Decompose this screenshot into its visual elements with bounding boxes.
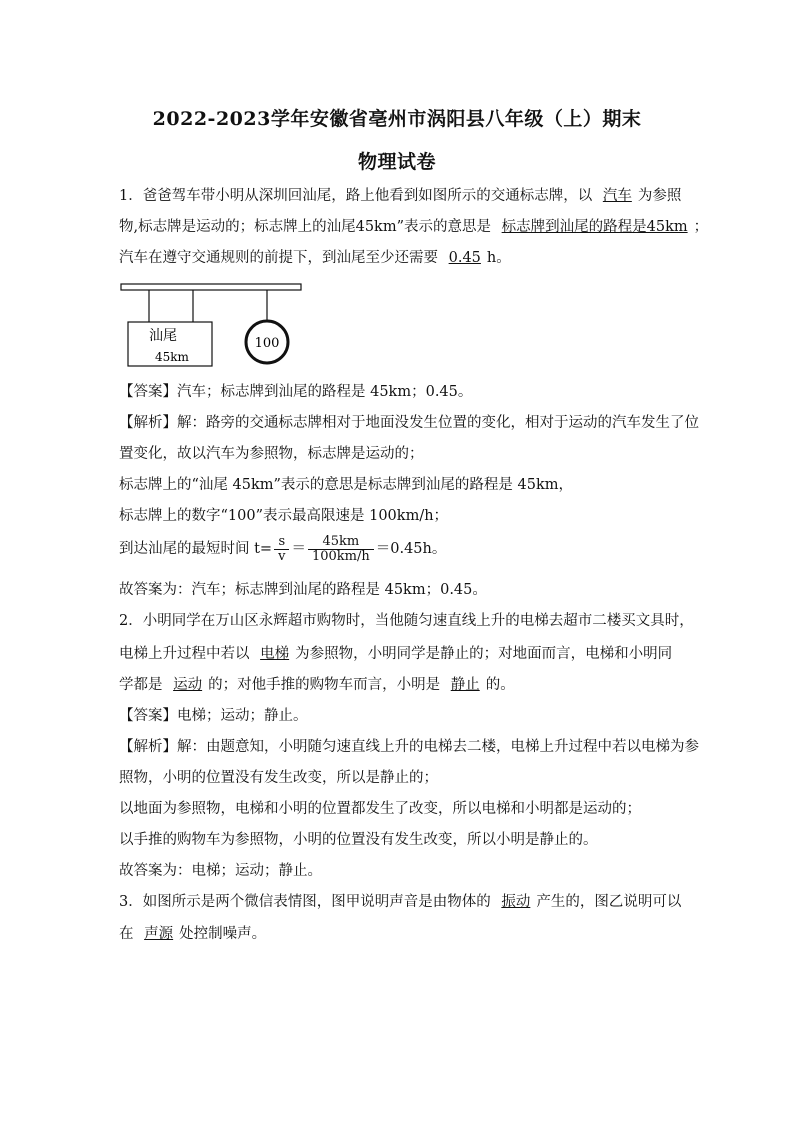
q2-blank1: 电梯 [260, 646, 290, 662]
q2-stem-line1: 2．小明同学在万山区永辉超市购物时，当他随匀速直线上升的电梯去超市二楼买文具时， [119, 613, 694, 629]
q3-stem-line1: 3．如图所示是两个微信表情图，图甲说明声音是由物体的 振动 产生的，图乙说明可以 [119, 894, 682, 910]
q2-answer: 【答案】电梯；运动；静止。 [119, 708, 308, 724]
q1-stem-line3: 汽车在遵守交通规则的前提下，到汕尾至少还需要 0.45 h。 [119, 250, 511, 266]
q1-analysis-line1: 【解析】解：路旁的交通标志牌相对于地面没发生位置的变化，相对于运动的汽车发生了位 [119, 415, 699, 431]
q3-blank1: 振动 [501, 894, 531, 910]
exam-title: 2022-2023学年安徽省亳州市涡阳县八年级（上）期末 [152, 108, 642, 130]
sign-place-text: 汕尾 [149, 328, 177, 344]
q1-formula: 到达汕尾的最短时间 t= $\frac{s}{v}$ ＝ $\frac{45km}{100km/h}$ ＝0.45h。 [119, 533, 447, 564]
q1-analysis-line4: 标志牌上的数字“100”表示最高限速是 100km/h； [119, 508, 449, 524]
sign-pole-bar [121, 284, 301, 290]
q1-stem-line2: 物,标志牌是运动的；标志牌上的汕尾45km”表示的意思是 标志牌到汕尾的路程是45km ； [119, 219, 709, 235]
q1-stem-line1: 1．爸爸驾车带小明从深圳回汕尾，路上他看到如图所示的交通标志牌，以 汽车 为参照 [119, 188, 682, 204]
q2-blank2: 运动 [173, 677, 203, 693]
q2-blank3: 静止 [450, 677, 480, 693]
q1-analysis-line2: 置变化，故以汽车为参照物，标志牌是运动的； [119, 446, 424, 462]
q3-stem-line2: 在 声源 处控制噪声。 [119, 926, 267, 942]
traffic-sign-figure [119, 282, 309, 372]
exam-subtitle: 物理试卷 [357, 151, 436, 173]
q2-analysis-line4: 以手推的购物车为参照物，小明的位置没有发生改变，所以小明是静止的。 [119, 832, 598, 848]
q3-blank2: 声源 [144, 926, 174, 942]
q2-analysis-line1: 【解析】解：由题意知，小明随匀速直线上升的电梯去二楼，电梯上升过程中若以电梯为参 [119, 739, 699, 755]
q2-analysis-line2: 照物，小明的位置没有发生改变，所以是静止的； [119, 770, 438, 786]
q1-answer: 【答案】汽车；标志牌到汕尾的路程是 45km；0.45。 [119, 384, 473, 400]
q2-stem-line3: 学都是 运动 的；对他手推的购物车而言，小明是 静止 的。 [119, 677, 515, 693]
q1-analysis-line3: 标志牌上的“汕尾 45km”表示的意思是标志牌到汕尾的路程是 45km， [119, 477, 574, 493]
q1-blank1: 汽车 [602, 188, 632, 204]
q1-conclusion: 故答案为：汽车；标志牌到汕尾的路程是 45km；0.45。 [119, 582, 487, 598]
fraction-distance-over-speed: $\frac{45km}{100km/h}$ [308, 535, 374, 564]
q2-analysis-line3: 以地面为参照物，电梯和小明的位置都发生了改变，所以电梯和小明都是运动的； [119, 801, 641, 817]
q1-blank3: 0.45 [448, 250, 481, 266]
q2-conclusion: 故答案为：电梯；运动；静止。 [119, 863, 322, 879]
sign-distance-text: 45km [155, 350, 189, 364]
q2-stem-line2: 电梯上升过程中若以 电梯 为参照物，小明同学是静止的；对地面而言，电梯和小明同 [119, 646, 673, 662]
speed-limit-text: 100 [254, 336, 280, 351]
q1-blank2: 标志牌到汕尾的路程是45km [501, 219, 688, 235]
fraction-s-over-v: $\frac{s}{v}$ [274, 535, 289, 564]
